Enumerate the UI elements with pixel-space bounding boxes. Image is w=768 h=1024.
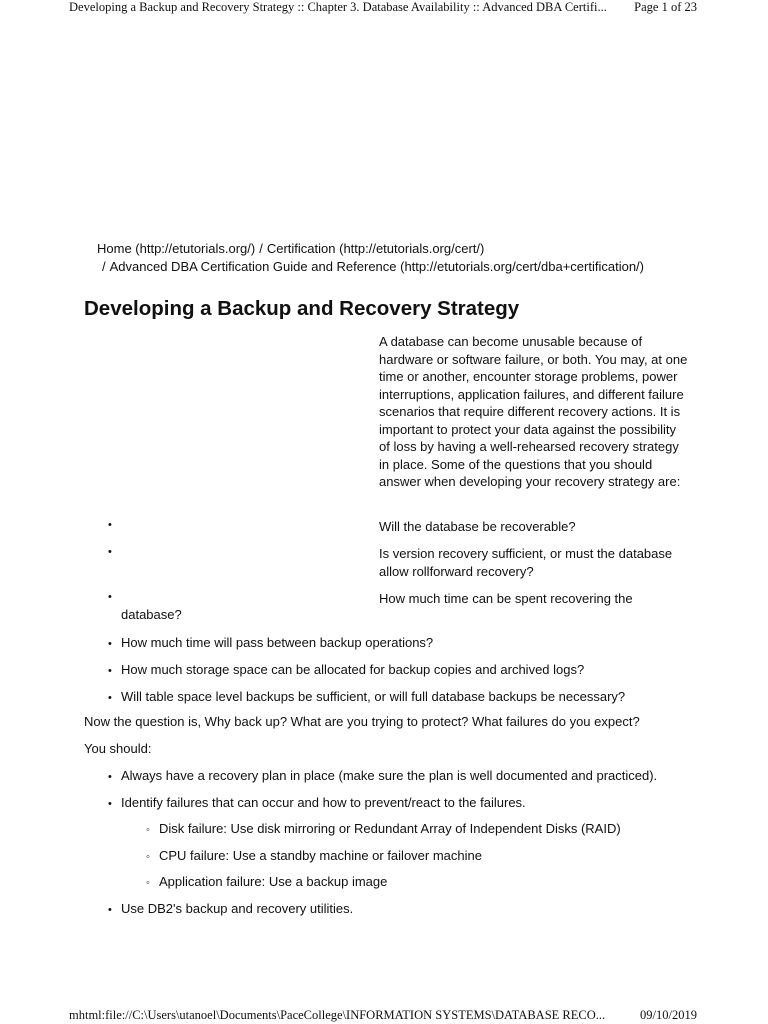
footer-file-path: mhtml:file://C:\Users\utanoel\Documents\PaceCollege\INFORMATION SYSTEMS\DATABASE RECO...: [69, 1008, 606, 1022]
bullet-icon: •: [108, 519, 112, 531]
list-item: [108, 900, 353, 919]
sub-bullet-icon: ◦: [146, 851, 150, 863]
bullet-icon: •: [108, 665, 112, 677]
bullet-icon: •: [108, 771, 112, 783]
sub-bullet-icon: ◦: [146, 877, 150, 889]
sub-list-item: [146, 873, 387, 892]
list-item-text: Always have a recovery plan in place (make sure the plan is well documented and practiced).: [121, 768, 658, 783]
question-text: How much time will pass between backup operations?: [121, 635, 434, 650]
list-item: [108, 794, 526, 813]
breadcrumb-guide-link[interactable]: Advanced DBA Certification Guide and Reference (http://etutorials.org/cert/dba+certification/): [109, 259, 644, 274]
page-title: Developing a Backup and Recovery Strategy: [84, 297, 520, 320]
sub-list-item: [146, 820, 621, 839]
print-header-title: Developing a Backup and Recovery Strategy :: Chapter 3. Database Availability :: Advanced DBA Certifi...: [69, 0, 607, 14]
page-number: Page 1 of 23: [634, 0, 697, 14]
sub-list-item-text: Disk failure: Use disk mirroring or Redundant Array of Independent Disks (RAID): [159, 821, 621, 836]
bullet-icon: •: [108, 546, 112, 558]
question-text: How much storage space can be allocated for backup copies and archived logs?: [121, 662, 585, 677]
sub-list-item-text: CPU failure: Use a standby machine or failover machine: [159, 848, 482, 863]
list-item-text: Use DB2's backup and recovery utilities.: [121, 901, 354, 916]
sub-list-item-text: Application failure: Use a backup image: [159, 874, 388, 889]
sub-bullet-icon: ◦: [146, 824, 150, 836]
breadcrumb-home-link[interactable]: Home (http://etutorials.org/): [97, 241, 256, 256]
breadcrumb: [97, 240, 644, 276]
bullet-icon: •: [108, 591, 112, 603]
list-item-text: Identify failures that can occur and how to prevent/react to the failures.: [121, 795, 526, 810]
question-item: [108, 634, 433, 653]
question-item-continuation: database?: [121, 607, 182, 622]
breadcrumb-certification-link[interactable]: Certification (http://etutorials.org/cert/): [266, 241, 485, 256]
question-item: [108, 661, 584, 680]
bullet-icon: •: [108, 692, 112, 704]
bullet-icon: •: [108, 638, 112, 650]
question-item: Will the database be recoverable?: [379, 519, 576, 534]
question-item: How much time can be spent recovering the: [379, 591, 633, 606]
question-item: [108, 688, 625, 707]
list-item: [108, 767, 657, 786]
question-item: Is version recovery sufficient, or must the database allow rollforward recovery?: [379, 546, 673, 579]
footer-date: 09/10/2019: [640, 1008, 697, 1022]
breadcrumb-separator: /: [259, 241, 263, 256]
bullet-icon: •: [108, 798, 112, 810]
why-paragraph: Now the question is, Why back up? What are you trying to protect? What failures do you expect?: [84, 714, 640, 729]
breadcrumb-separator: /: [102, 259, 106, 274]
question-text: Will table space level backups be sufficient, or will full database backups be necessary?: [121, 689, 626, 704]
bullet-icon: •: [108, 904, 112, 916]
should-paragraph: You should:: [84, 741, 152, 756]
intro-paragraph: A database can become unusable because of hardware or software failure, or both. You may, at one time or another, encounter storage problems, power interruptions, application failures, and different failure scenarios that require different recovery actions. It is important to protect your data against the possibility of loss by having a well-rehearsed recovery strategy in place. Some of the questions that you should answer when developing your recovery strategy are:: [379, 334, 688, 489]
sub-list-item: [146, 847, 482, 866]
